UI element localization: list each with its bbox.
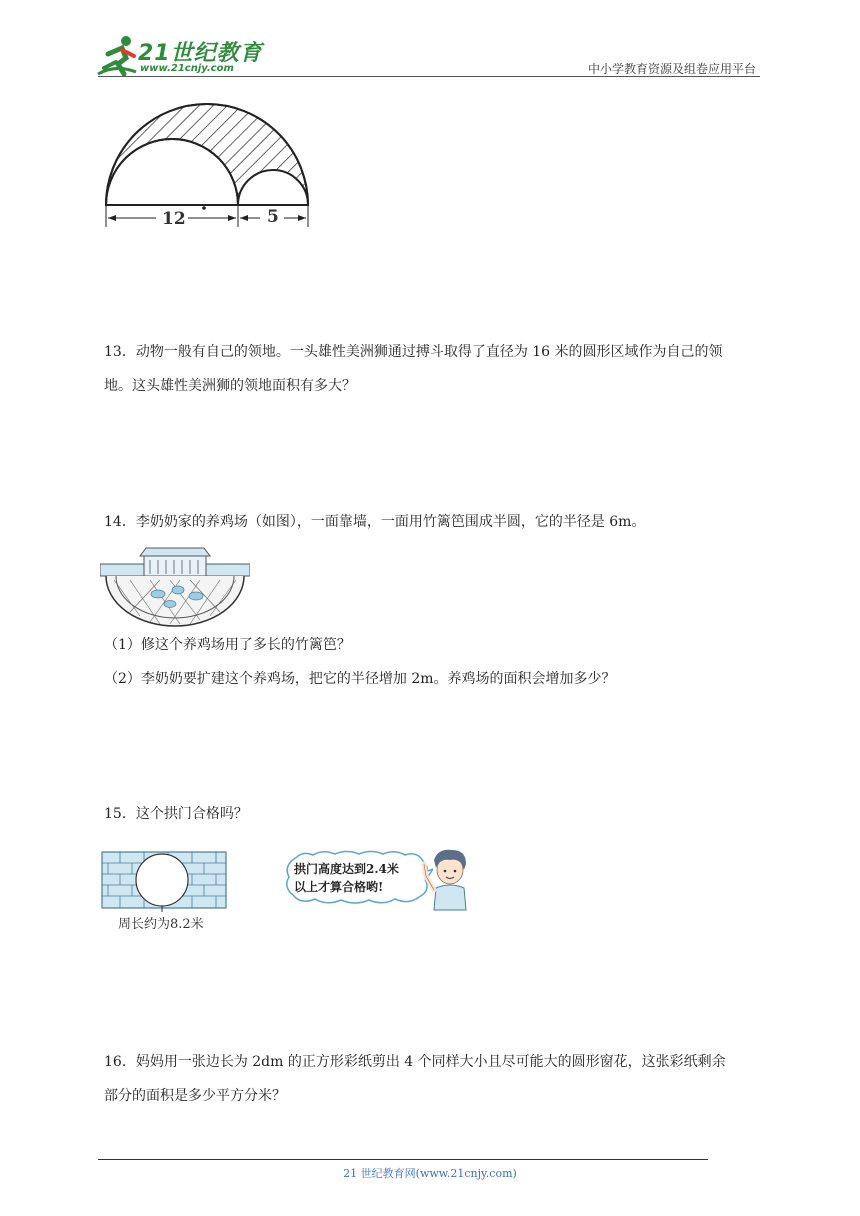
header-divider [98,76,760,77]
site-logo [96,34,266,80]
question-16-line1: 16．妈妈用一张边长为 2dm 的正方形彩纸剪出 4 个同样大小且尽可能大的圆形窗花，这张彩纸剩余 [104,1054,726,1070]
footer-link-text[interactable]: 21 世纪教育网(www.21cnjy.com) [343,1167,517,1180]
runner-logo-icon [96,34,140,78]
arch-perimeter-label: 周长约为8.2米 [118,917,204,932]
dimension-label-12: 12 [162,209,186,229]
question-16 [104,1045,764,1113]
header-platform-text: 中小学教育资源及组卷应用平台 [587,62,756,76]
bubble-text-line1: 拱门高度达到2.4米 [294,862,399,876]
brick-arch-wall [100,850,230,912]
chicken-yard-illustration [100,546,250,630]
footer-divider [98,1159,708,1160]
semicircle-figure [96,95,326,235]
logo-url: www.21cnjy.com [140,63,234,74]
bubble-text-line2: 以上才算合格哟! [294,880,384,894]
question-14-stem: 14．李奶奶家的养鸡场（如图），一面靠墙，一面用竹篱笆围成半圆，它的半径是 6m。 [104,514,646,530]
question-13 [104,335,764,403]
question-14-part1: （1）修这个养鸡场用了多长的竹篱笆？ [104,637,351,653]
question-13-line1: 13．动物一般有自己的领地。一头雄性美洲狮通过搏斗取得了直径为 16 米的圆形区域作为自己的领 [104,344,723,360]
dimension-label-5: 5 [267,207,279,227]
question-13-line2: 地。这头雄性美洲狮的领地面积有多大？ [104,378,356,394]
question-14-part2: （2）李奶奶要扩建这个养鸡场，把它的半径增加 2m。养鸡场的面积会增加多少？ [104,671,616,687]
logo-title: 21世纪教育 [138,41,263,66]
boy-cartoon-icon [420,846,476,912]
question-15-stem: 15．这个拱门合格吗？ [104,806,248,822]
question-16-line2: 部分的面积是多少平方分米？ [104,1088,286,1104]
